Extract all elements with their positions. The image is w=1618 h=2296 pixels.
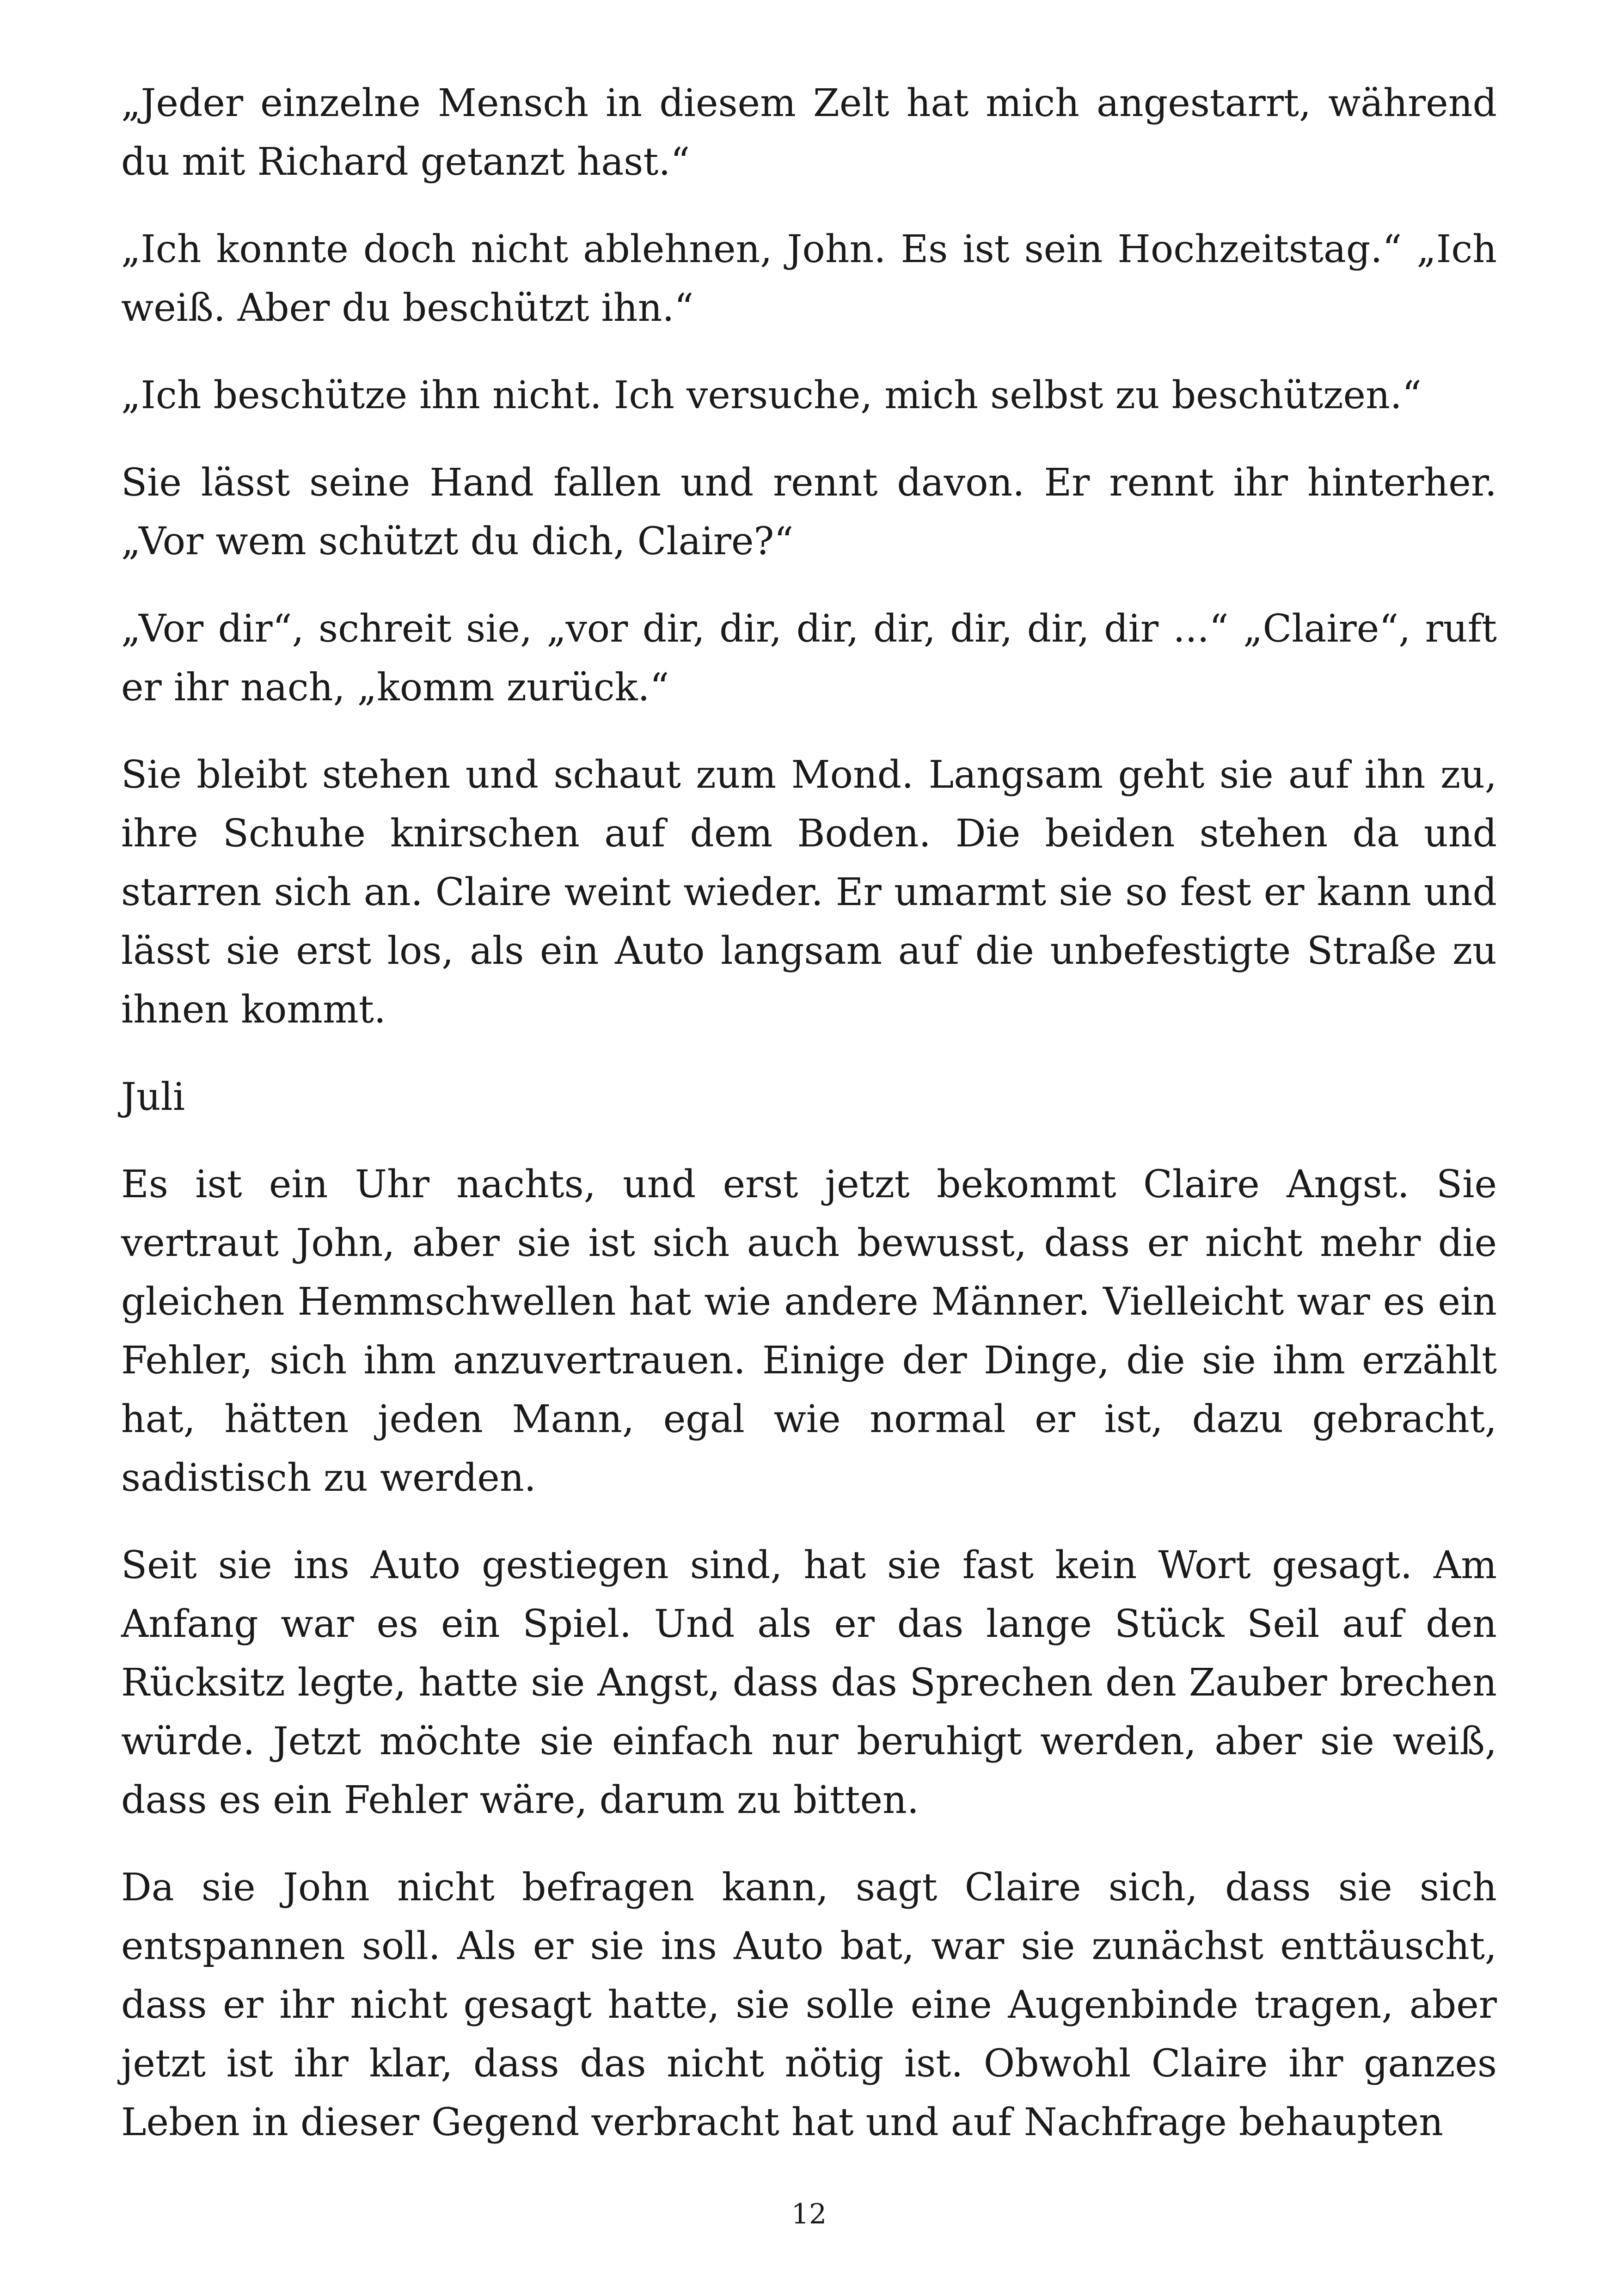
page-number: 12 — [791, 2198, 827, 2230]
section-heading: Juli — [121, 1075, 185, 1119]
paragraph: Sie bleibt stehen und schaut zum Mond. Langsam geht sie auf ihn zu, ihre Schuhe knirschen auf dem Boden. Die beiden stehen da und starren sich an. Claire weint wieder. Er umarmt sie so fest er kann und lässt sie erst los, als ein Auto langsam auf die unbefestigte Straße zu ihnen kommt. — [121, 753, 1497, 1032]
paragraph: Seit sie ins Auto gestiegen sind, hat sie fast kein Wort gesagt. Am Anfang war es ein Spiel. Und als er das lange Stück Seil auf den Rücksitz legte, hatte sie Angst, dass das Sprechen den Zauber brechen würde. Jetzt möchte sie einfach nur beruhigt werden, aber sie weiß, dass es ein Fehler wäre, darum zu bitten. — [121, 1543, 1497, 1822]
paragraph: „Vor dir“, schreit sie, „vor dir, dir, dir, dir, dir, dir, dir ...“ „Claire“, ruft er ihr nach, „komm zurück.“ — [121, 607, 1497, 710]
paragraph: Sie lässt seine Hand fallen und rennt davon. Er rennt ihr hinterher. „Vor wem schützt du dich, Claire?“ — [121, 461, 1497, 563]
paragraph: Es ist ein Uhr nachts, und erst jetzt bekommt Claire Angst. Sie vertraut John, aber sie ist sich auch bewusst, dass er nicht mehr die gleichen Hemmschwellen hat wie andere Männer. Vielleicht war es ein Fehler, sich ihm anzuvertrauen. Einige der Dinge, die sie ihm erzählt hat, hätten jeden Mann, egal wie normal er ist, dazu gebracht, sadistisch zu werden. — [121, 1163, 1497, 1500]
paragraph: „Ich beschütze ihn nicht. Ich versuche, mich selbst zu beschützen.“ — [121, 373, 1422, 417]
paragraph: Da sie John nicht befragen kann, sagt Claire sich, dass sie sich entspannen soll. Als er sie ins Auto bat, war sie zunächst enttäuscht, dass er ihr nicht gesagt hatte, sie solle eine Augenbinde tragen, aber jetzt ist ihr klar, dass das nicht nötig ist. Obwohl Claire ihr ganzes Leben in dieser Gegend verbracht hat und auf Nachfrage behaupten — [121, 1866, 1497, 2144]
paragraph: „Jeder einzelne Mensch in diesem Zelt hat mich angestarrt, während du mit Richard getanzt hast.“ — [121, 81, 1497, 184]
paragraph: „Ich konnte doch nicht ablehnen, John. Es ist sein Hochzeitstag.“ „Ich weiß. Aber du beschützt ihn.“ — [121, 227, 1497, 330]
body-text — [121, 74, 1497, 2180]
